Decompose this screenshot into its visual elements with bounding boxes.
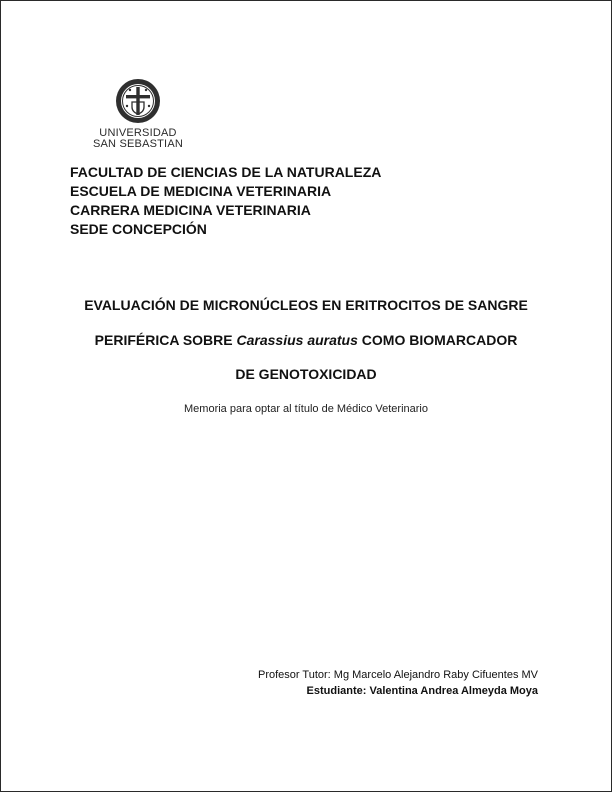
- student-line: Estudiante: Valentina Andrea Almeyda Moya: [306, 685, 538, 697]
- university-logo: [88, 78, 188, 150]
- title-text: COMO BIOMARCADOR: [357, 332, 518, 348]
- logo-text-line1: UNIVERSIDAD: [99, 127, 177, 139]
- career-line: CARRERA MEDICINA VETERINARIA: [70, 202, 311, 218]
- tutor-line: Profesor Tutor: Mg Marcelo Alejandro Raby Cifuentes MV: [257, 669, 538, 681]
- school-line: ESCUELA DE MEDICINA VETERINARIA: [70, 183, 332, 199]
- university-seal-icon: [115, 78, 161, 124]
- thesis-title-line3: DE GENOTOXICIDAD: [235, 366, 377, 382]
- species-name: Carassius auratus: [236, 332, 358, 348]
- campus-line: SEDE CONCEPCIÓN: [70, 221, 207, 237]
- credits-block: [258, 667, 538, 699]
- faculty-header: [70, 163, 381, 239]
- faculty-line: FACULTAD DE CIENCIAS DE LA NATURALEZA: [70, 164, 382, 180]
- thesis-title-line1: EVALUACIÓN DE MICRONÚCLEOS EN ERITROCITOS DE SANGRE: [84, 297, 528, 313]
- title-text: PERIFÉRICA SOBRE: [94, 332, 237, 348]
- degree-subtitle: Memoria para optar al título de Médico Veterinario: [184, 403, 428, 415]
- logo-text-line2: SAN SEBASTIAN: [92, 138, 183, 150]
- thesis-title-line2: [40, 332, 572, 348]
